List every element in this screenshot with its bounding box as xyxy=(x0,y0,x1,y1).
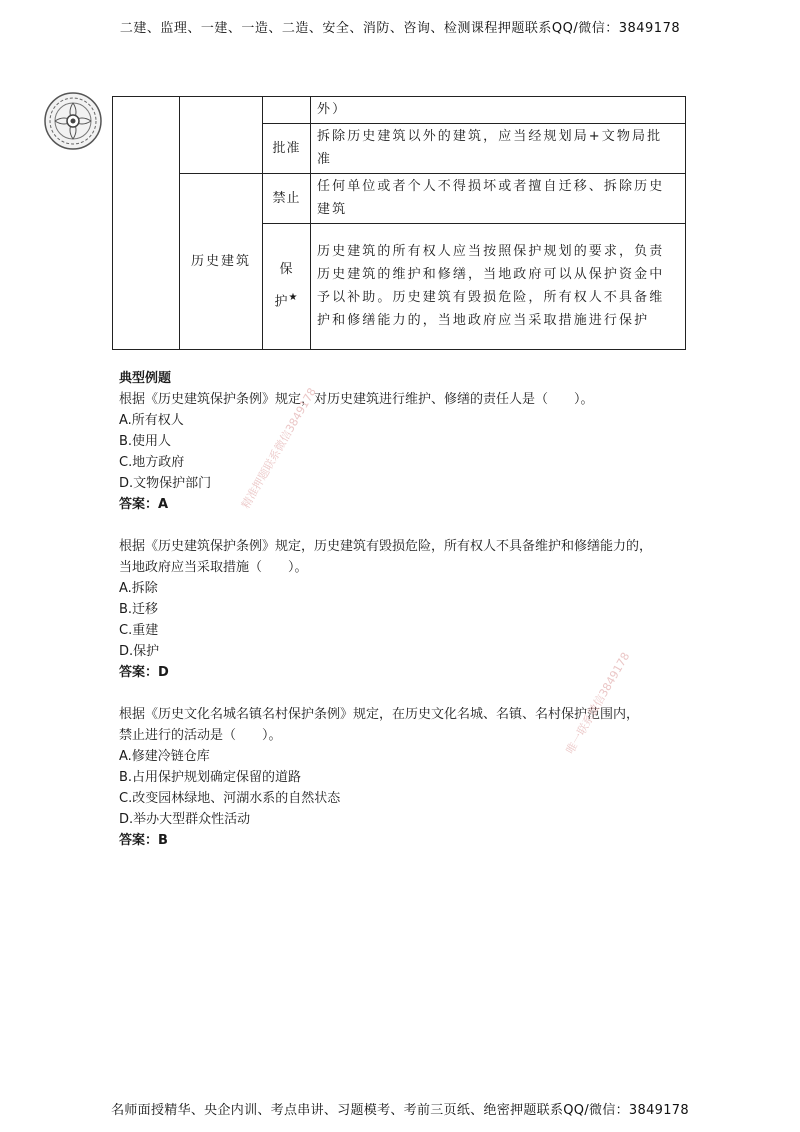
answer-label: 答案：D xyxy=(119,665,169,680)
examples-section xyxy=(119,368,689,851)
subcategory-cell xyxy=(180,97,263,174)
question-stem: 根据《历史建筑保护条例》规定，历史建筑有毁损危险，所有权人不具备维护和修缮能力的， xyxy=(119,539,653,554)
question-block xyxy=(119,389,689,515)
content-cell: 历史建筑的所有权人应当按照保护规划的要求，负责历史建筑的维护和修缮，当地政府可以从保护资金中予以补助。历史建筑有毁损危险，所有权人不具备维护和修缮能力的，当地政府应当采取措施进行保护 xyxy=(311,224,686,350)
star-icon: ★ xyxy=(288,292,299,304)
footer-banner: 名师面授精华、央企内训、考点串讲、习题模考、考前三页纸、绝密押题联系QQ/微信：3849178 xyxy=(111,1103,689,1118)
option-item: A.修建冷链仓库 xyxy=(119,749,210,764)
watermark: 唯一联系微信3849178 xyxy=(563,650,633,757)
header-banner: 二建、监理、一建、一造、二造、安全、消防、咨询、检测课程押题联系QQ/微信：3849178 xyxy=(119,21,681,36)
option-item: C.重建 xyxy=(119,623,159,638)
action-cell xyxy=(263,224,311,350)
question-stem: 当地政府应当采取措施（ ）。 xyxy=(119,560,308,575)
content-cell: 任何单位或者个人不得损坏或者擅自迁移、拆除历史建筑 xyxy=(311,174,686,224)
question-stem: 禁止进行的活动是（ ）。 xyxy=(119,728,282,743)
subcategory-cell: 历史建筑 xyxy=(180,174,263,350)
table-row xyxy=(113,97,686,124)
table-row xyxy=(113,174,686,224)
question-stem: 根据《历史建筑保护条例》规定，对历史建筑进行维护、修缮的责任人是（ ）。 xyxy=(119,392,594,407)
option-item: B.占用保护规划确定保留的道路 xyxy=(119,770,302,785)
option-item: B.使用人 xyxy=(119,434,172,449)
answer-label: 答案：B xyxy=(119,833,168,848)
option-item: A.所有权人 xyxy=(119,413,184,428)
regulation-table xyxy=(112,96,686,350)
answer-label: 答案：A xyxy=(119,497,169,512)
question-block xyxy=(119,536,689,683)
option-item: C.改变园林绿地、河湖水系的自然状态 xyxy=(119,791,341,806)
question-stem: 根据《历史文化名城名镇名村保护条例》规定，在历史文化名城、名镇、名村保护范围内， xyxy=(119,707,640,722)
section-title: 典型例题 xyxy=(119,371,172,386)
seal-emblem-icon xyxy=(44,92,102,150)
option-item: A.拆除 xyxy=(119,581,158,596)
question-block xyxy=(119,704,689,851)
action-label: 保 xyxy=(279,262,294,278)
option-item: D.保护 xyxy=(119,644,160,659)
option-item: B.迁移 xyxy=(119,602,159,617)
action-label: 护 xyxy=(274,294,289,310)
category-cell xyxy=(113,97,180,350)
option-item: C.地方政府 xyxy=(119,455,185,470)
option-item: D.举办大型群众性活动 xyxy=(119,812,251,827)
content-cell: 外） xyxy=(311,97,686,124)
watermark: 精准押题联系微信3849178 xyxy=(239,385,319,511)
content-cell: 拆除历史建筑以外的建筑，应当经规划局+文物局批准 xyxy=(311,124,686,174)
action-cell: 批准 xyxy=(263,124,311,174)
option-item: D.文物保护部门 xyxy=(119,476,212,491)
action-cell: 禁止 xyxy=(263,174,311,224)
action-cell xyxy=(263,97,311,124)
